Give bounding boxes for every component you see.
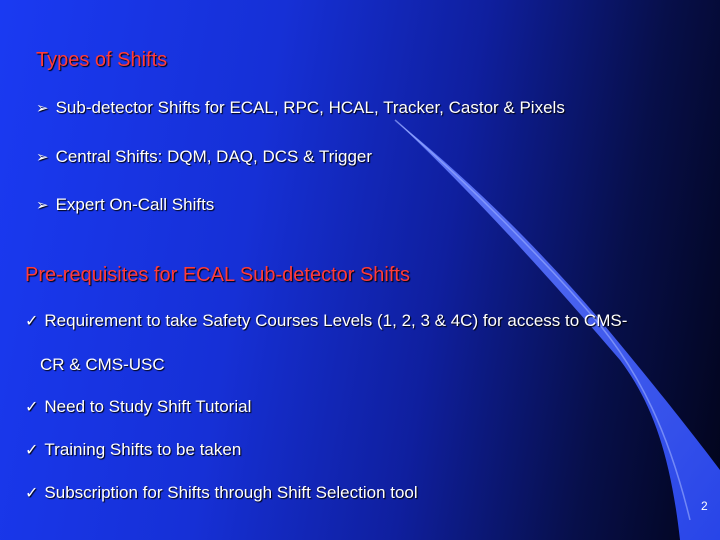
- list-item: [25, 483, 418, 503]
- checkmark-bullet-icon: ✓: [25, 485, 39, 502]
- list-item-text: Training Shifts to be taken: [44, 440, 242, 459]
- section-heading-types-of-shifts: Types of Shifts: [36, 49, 168, 71]
- list-item: [25, 440, 241, 460]
- arrow-bullet-icon: ➢: [36, 100, 49, 117]
- list-item: [25, 397, 251, 417]
- checkmark-bullet-icon: ✓: [25, 442, 39, 459]
- section-heading-prerequisites: Pre-requisites for ECAL Sub-detector Shifts: [25, 264, 410, 286]
- checkmark-bullet-icon: ✓: [25, 313, 39, 330]
- list-item-text: Sub-detector Shifts for ECAL, RPC, HCAL, Tracker, Castor & Pixels: [55, 98, 565, 117]
- list-item-continuation: [40, 355, 165, 375]
- page-number: 2: [701, 499, 708, 513]
- list-item-text: Central Shifts: DQM, DAQ, DCS & Trigger: [55, 147, 373, 166]
- list-item: [25, 311, 627, 331]
- arrow-bullet-icon: ➢: [36, 149, 49, 166]
- list-item: [36, 98, 565, 118]
- list-item-continuation-text: CR & CMS-USC: [40, 355, 165, 374]
- list-item-text: Need to Study Shift Tutorial: [44, 397, 252, 416]
- arrow-bullet-icon: ➢: [36, 197, 49, 214]
- list-item: [36, 147, 372, 167]
- list-item-text: Requirement to take Safety Courses Levels (1, 2, 3 & 4C) for access to CMS-: [44, 311, 628, 330]
- checkmark-bullet-icon: ✓: [25, 399, 39, 416]
- list-item-text: Subscription for Shifts through Shift Selection tool: [44, 483, 418, 502]
- list-item: [36, 195, 214, 215]
- list-item-text: Expert On-Call Shifts: [55, 195, 215, 214]
